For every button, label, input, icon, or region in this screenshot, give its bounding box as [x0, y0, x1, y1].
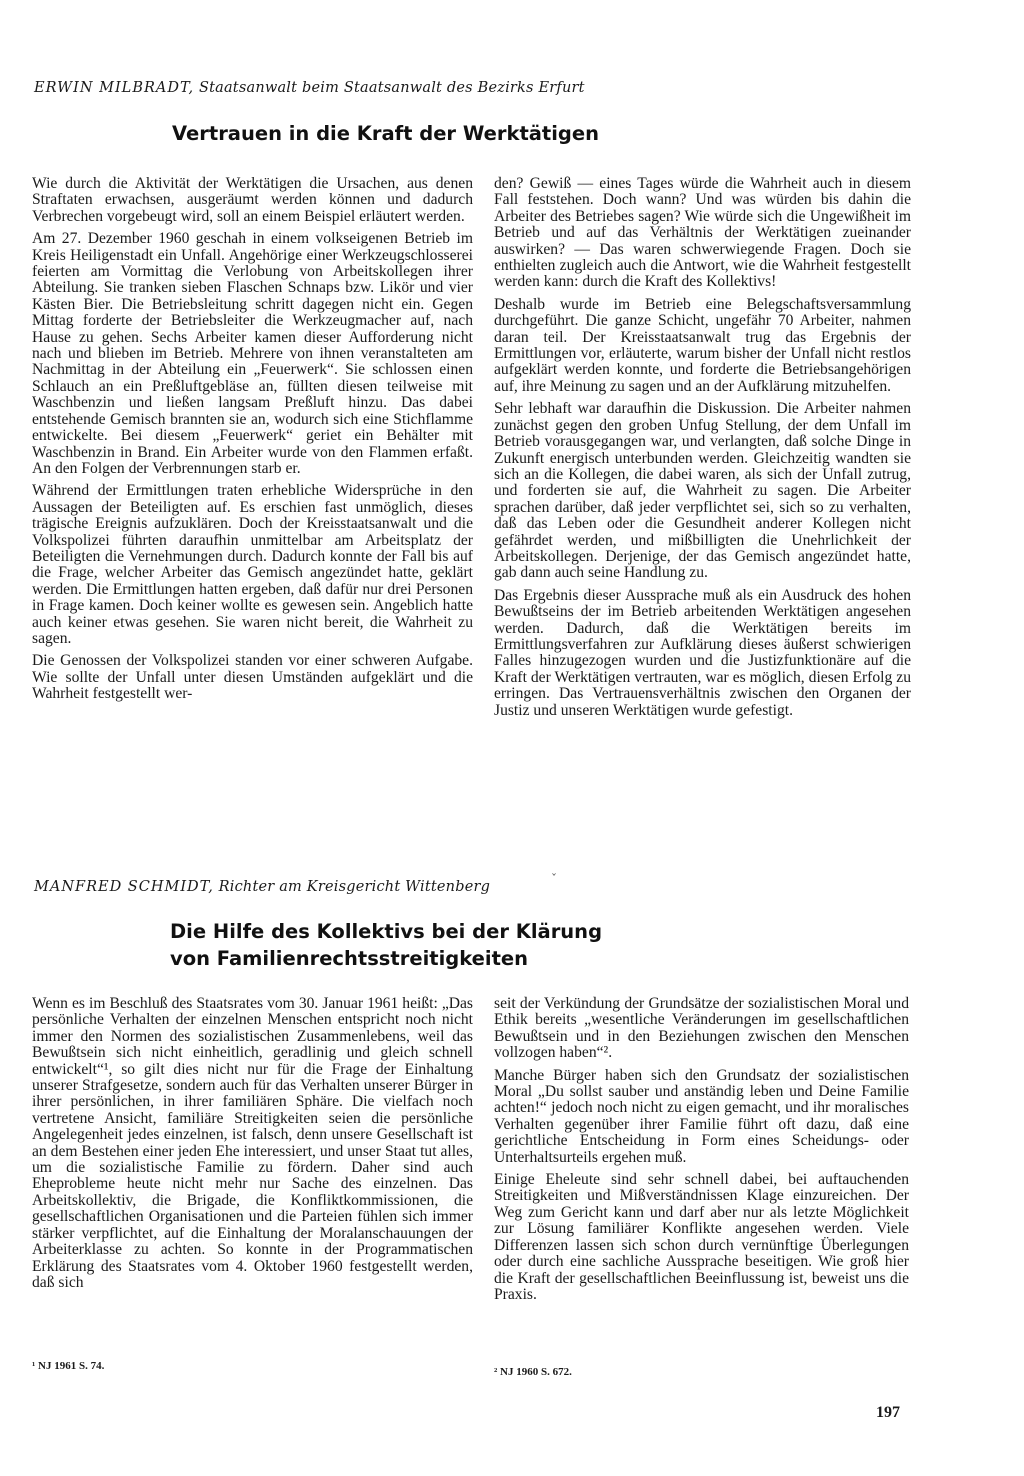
- article2-role: Richter am Kreisgericht Wittenberg: [218, 879, 491, 895]
- article1-title: Vertrauen in die Kraft der Werktätigen: [172, 122, 600, 145]
- article1-byline: [34, 80, 585, 96]
- footnote-right: ² NJ 1960 S. 672.: [494, 1366, 572, 1378]
- article2-left-column: [32, 996, 473, 1297]
- article1-role: Staatsanwalt beim Staatsanwalt des Bezirks Erfurt: [198, 80, 585, 96]
- paragraph: Manche Bürger haben sich den Grundsatz der sozialistischen Moral „Du sollst sauber und anständig leben und Deine Familie achten!“ jedoch noch nicht zu eigen gemacht, und ihr moralisches Verhalten gegenüber ihrer Familie führt oft dazu, daß eine gerichtliche Entscheidung in Form eines Scheidungs- oder Unterhaltsurteils ergehen muß.: [494, 1066, 909, 1166]
- article1-author: ERWIN MILBRADT,: [34, 80, 195, 96]
- paragraph: Wie durch die Aktivität der Werktätigen die Ursachen, aus denen Straftaten erwachsen, ausgeräumt werden können und dadurch Verbrechen vorgebeugt wird, soll an einem Beispiel erläutert werden.: [32, 175, 473, 225]
- article2-author: MANFRED SCHMIDT,: [34, 879, 214, 895]
- article2-title-line2: von Familienrechtsstreitigkeiten: [170, 947, 529, 970]
- paragraph: Deshalb wurde im Betrieb eine Belegschaftsversammlung durchgeführt. Die ganze Schicht, ungefähr 70 Arbeiter, nahmen daran teil. Der Kreisstaatsanwalt trug das Ergebnis der Ermittlungen vor, erläuterte, warum bisher der Unfall nicht restlos aufgeklärt werden konnte, und forderte die Betriebsangehörigen auf, ihre Meinung zu sagen und an der Aufklärung mitzuhelfen.: [494, 295, 911, 395]
- paragraph: Am 27. Dezember 1960 geschah in einem volkseigenen Betrieb im Kreis Heiligenstadt ein Unfall. Angehörige einer Werkzeugschlosserei feierten am Vormittag die Verlobung von Arbeitskollegen ihrer Abteilung. Sie tranken sieben Flaschen Schnaps bzw. Likör und vier Kästen Bier. Die Betriebsleitung schritt dagegen nicht ein. Gegen Mittag forderte der Betriebsleiter die Werkzeugmacher auf, nach Hause zu gehen. Sechs Arbeiter kamen dieser Aufforderung nicht nach und blieben im Betrieb. Mehrere von ihnen veranstalteten am Nachmittag in der Abteilung ein „Feuerwerk“. Sie schlossen einen Schlauch an ein Preßluftgebläse an, füllten diesen teilweise mit Waschbenzin und ließen langsam Preßluft hinzu. Das dabei entstehende Gemisch brannten sie an, wodurch sich eine Stichflamme entwickelte. Bei diesem „Feuerwerk“ geriet ein Behälter mit Waschbenzin in Brand. Ein Arbeiter wurde von den Flammen erfaßt. An den Folgen der Verbrennungen starb er.: [32, 230, 473, 477]
- article1-left-column: [32, 176, 473, 709]
- paragraph: Sehr lebhaft war daraufhin die Diskussion. Die Arbeiter nahmen zunächst gegen den groben Unfug Stellung, der dem Unfall im Betrieb vorausgegangen war, und verlangten, daß solche Dinge in Zukunft energisch unterbunden werden. Gleichzeitig wandten sie sich an die Kollegen, die dabei waren, als sich der Unfall zutrug, und forderten sie auf, die Wahrheit zu sagen. Die Arbeiter sprachen darüber, daß jeder verpflichtet sei, sich so zu verhalten, daß das Leben oder die Gesundheit anderer Kollegen nicht gefährdet werden, und mißbilligten die Unehrlichkeit der Arbeitskollegen. Derjenige, der das Gemisch angezündet hatte, gab dann auch seine Handlung zu.: [494, 400, 911, 582]
- paragraph: Während der Ermittlungen traten erhebliche Widersprüche in den Aussagen der Beteiligten auf. Es erschien fast unmöglich, dieses trägische Ereignis aufzuklären. Doch der Kreisstaatsanwalt und die Volkspolizei führten daraufhin unmittelbar am Arbeitsplatz der Beteiligten die Vernehmungen durch. Dadurch konnte der Fall bis auf die Frage, welcher Arbeiter das Gemisch angezündet hatte, geklärt werden. Die Ermittlungen hatten ergeben, daß dafür nur drei Personen in Frage kamen. Doch keiner wollte es gewesen sein. Angeblich hatte auch keiner etwas gesehen. Sie waren nicht bereit, die Wahrheit zu sagen.: [32, 482, 473, 647]
- paragraph: Die Genossen der Volkspolizei standen vor einer schweren Aufgabe. Wie sollte der Unfall unter diesen Umständen aufgeklärt und die Wahrheit festgestellt wer-: [32, 652, 473, 703]
- page-number: 197: [876, 1404, 900, 1421]
- footnote-left: ¹ NJ 1961 S. 74.: [32, 1360, 105, 1372]
- article2-title: [170, 918, 730, 972]
- article2-byline: [34, 879, 490, 895]
- paragraph: Einige Eheleute sind sehr schnell dabei, bei auftauchenden Streitigkeiten und Mißverständnissen Klage einzureichen. Der Weg zum Gericht kann und darf aber nur als letzte Möglichkeit zur Lösung familiärer Konflikte angesehen werden. Viele Differenzen lassen sich schon durch vernünftige Überlegungen oder durch eine sachliche Aussprache beseitigen. Wie groß hier die Kraft der gesellschaftlichen Beeinflussung ist, beweist uns die Praxis.: [494, 1171, 909, 1303]
- article1-right-column: [494, 176, 911, 725]
- paragraph: Das Ergebnis dieser Aussprache muß als ein Ausdruck des hohen Bewußtseins der im Betrieb arbeitenden Werktätigen angesehen werden. Dadurch, daß die Werktätigen bereits im Ermittlungsverfahren zur Aufklärung dieses äußerst schwierigen Falles hinzugezogen wurden und die Justizfunktionäre auf die Kraft der Werktätigen vertrauten, war es möglich, diesen Erfolg zu erringen. Das Vertrauensverhältnis zwischen den Organen der Justiz und unseren Werktätigen wurde gefestigt.: [494, 586, 911, 719]
- paragraph: Wenn es im Beschluß des Staatsrates vom 30. Januar 1961 heißt: „Das persönliche Verhalten der einzelnen Menschen entspricht noch nicht immer den Normen des sozialistischen Zusammenlebens, weil das Bewußtsein sich nicht einheitlich, geradlinig und gleich schnell entwickelt“¹, so gilt dies nicht nur für die Frage der Einhaltung unserer Strafgesetze, sondern auch für das Verhalten unserer Bürger in ihrer persönlichen, in ihrer familiären Sphäre. Die vielfach noch vertretene Ansicht, familiäre Streitigkeiten seien die persönliche Angelegenheit jedes einzelnen, ist falsch, denn unsere Gesellschaft ist an dem Bestehen einer jeden Ehe interessiert, und unser Staat tut alles, um die sozialistische Familie zu fördern. Daher sind auch Eheprobleme heute nicht mehr nur Sache des einzelnen. Das Arbeitskollektiv, die Brigade, die Konfliktkommissionen, die gesellschaftlichen Organisationen und die Parteien fühlen sich immer stärker verpflichtet, auf die Einhaltung der Moralanschauungen der Arbeiterklasse zu achten. So konnte in der Programmatischen Erklärung des Staatsrates vom 4. Oktober 1960 festgestellt werden, daß sich: [32, 995, 473, 1291]
- article2-right-column: [494, 996, 909, 1309]
- article2-title-line1: Die Hilfe des Kollektivs bei der Klärung: [170, 920, 603, 943]
- stray-mark: ˇ: [551, 872, 557, 886]
- paragraph: den? Gewiß — eines Tages würde die Wahrheit auch in diesem Fall feststehen. Doch wann? Und was würden bis dahin die Arbeiter des Betriebes sagen? Wie würde sich die Ungewißheit im Betrieb und auf das Verhältnis der Werktätigen zueinander auswirken? — Das waren schwerwiegende Fragen. Doch sie enthielten zugleich auch die Antwort, wie die Wahrheit festgestellt werden kann: durch die Kraft des Kollektivs!: [494, 175, 911, 291]
- paragraph: seit der Verkündung der Grundsätze der sozialistischen Moral und Ethik bereits „wesentliche Veränderungen im gesellschaftlichen Bewußtsein und in den Beziehungen zwischen den Menschen vollzogen haben“².: [494, 995, 909, 1062]
